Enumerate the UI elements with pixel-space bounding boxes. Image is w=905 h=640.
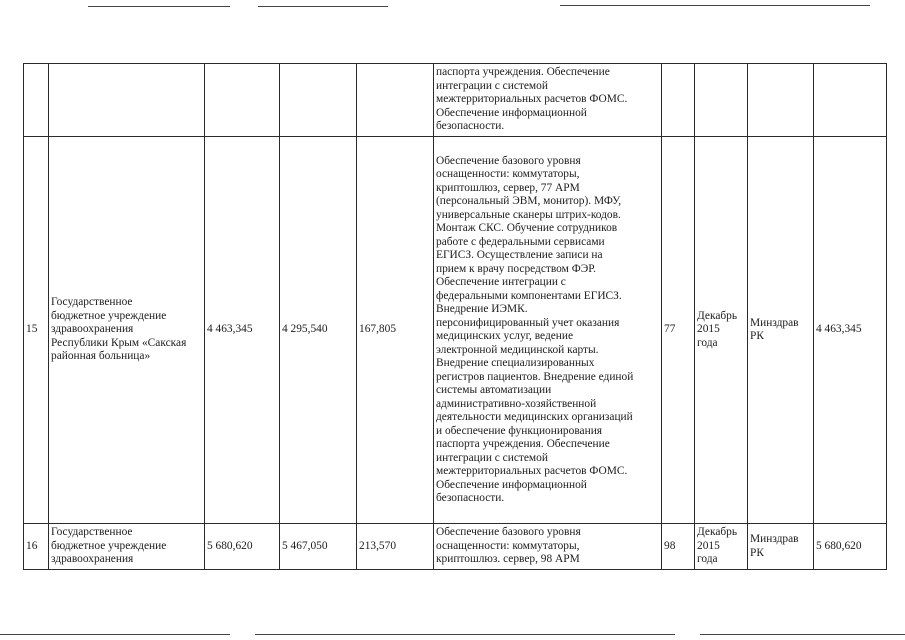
total-amount-cell: 4 463,345: [205, 137, 280, 524]
responsible-cell: Минздрав РК: [748, 137, 814, 524]
deadline-cell: Декабрь 2015 года: [695, 524, 748, 570]
federal-amount-cell: [280, 64, 357, 137]
arm-count-cell: [662, 64, 695, 137]
row-number-cell: 16: [24, 524, 49, 570]
institution-cell: Государственное бюджетное учреждение здравоохранения Республики Крым «Сакская районная больница»: [49, 137, 205, 524]
scan-line-top-mid: [258, 6, 388, 7]
arm-count-cell: 77: [662, 137, 695, 524]
scan-line-bottom-mid: [255, 634, 675, 635]
description-cell: Обеспечение базового уровня оснащенности: коммутаторы, криптошлюз, сервер, 77 АРМ (персональный ЭВМ, монитор). МФУ, универсальные сканеры штрих-кодов. Монтаж СКС. Обучение сотрудников работе с федеральными сервисами ЕГИСЗ. Осуществление записи на прием к врачу посредством ФЭР. Обеспечение интеграции с федеральными компонентами ЕГИСЗ. Внедрение ИЭМК. персонифицированный учет оказания медицинских услуг, ведение электронной медицинской карты. Внедрение специализированных регистров пациентов. Внедрение единой системы автоматизации административно-хозяйственной деятельности медицинских организаций и обеспечение функционирования паспорта учреждения. Обеспечение интеграции с системой межтерриториальных расчетов ФОМС. Обеспечение информационной безопасности.: [434, 137, 662, 524]
row-number-cell: 15: [24, 137, 49, 524]
institution-cell: [49, 64, 205, 137]
scan-line-top-left: [88, 6, 230, 7]
regional-amount-cell: 167,805: [357, 137, 434, 524]
row-number-cell: [24, 64, 49, 137]
responsible-cell: [748, 64, 814, 137]
scan-line-bottom-right: [700, 634, 905, 635]
table-row: [24, 137, 887, 524]
deadline-cell: Декабрь 2015 года: [695, 137, 748, 524]
deadline-cell: [695, 64, 748, 137]
amount-cell: [814, 64, 887, 137]
federal-amount-cell: 5 467,050: [280, 524, 357, 570]
amount-cell: 4 463,345: [814, 137, 887, 524]
table-row: [24, 64, 887, 137]
regional-amount-cell: 213,570: [357, 524, 434, 570]
amount-cell: 5 680,620: [814, 524, 887, 570]
regional-amount-cell: [357, 64, 434, 137]
total-amount-cell: [205, 64, 280, 137]
total-amount-cell: 5 680,620: [205, 524, 280, 570]
federal-amount-cell: 4 295,540: [280, 137, 357, 524]
scan-line-top-right: [560, 5, 870, 6]
responsible-cell: Минздрав РК: [748, 524, 814, 570]
institution-cell: Государственное бюджетное учреждение здравоохранения: [49, 524, 205, 570]
registry-table: [23, 63, 887, 570]
description-cell: Обеспечение базового уровня оснащенности: коммутаторы, криптошлюз. сервер, 98 АРМ: [434, 524, 662, 570]
table-row: [24, 524, 887, 570]
arm-count-cell: 98: [662, 524, 695, 570]
description-cell: паспорта учреждения. Обеспечение интеграции с системой межтерриториальных расчетов ФОМС. Обеспечение информационной безопасности.: [434, 64, 662, 137]
scan-line-bottom-left: [0, 634, 230, 635]
